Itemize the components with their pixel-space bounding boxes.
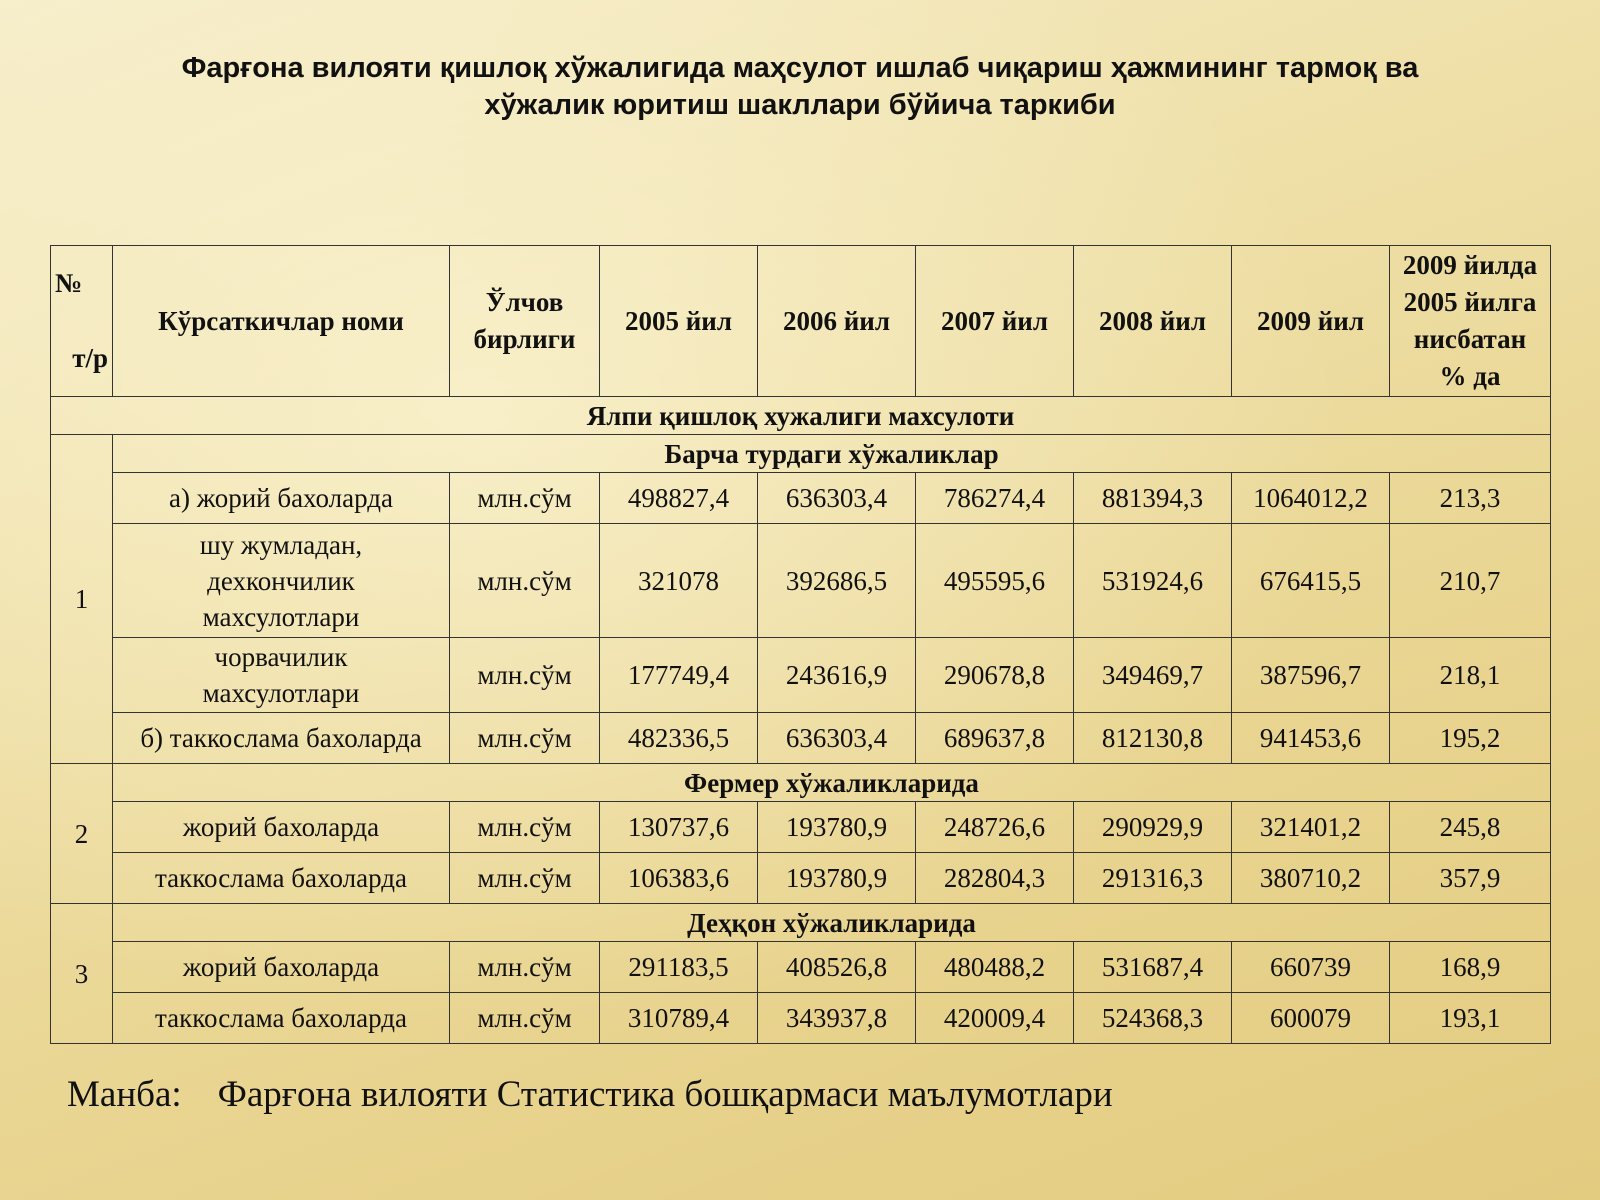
header-2009: 2009 йил [1232, 246, 1390, 397]
header-2006: 2006 йил [758, 246, 916, 397]
cell-2006: 408526,8 [758, 942, 916, 993]
cell-2005: 106383,6 [600, 853, 758, 904]
row-name-line-2: махсулотлари [202, 678, 360, 708]
table-row [51, 993, 1551, 1044]
header-unit-line-2: бирлиги [473, 324, 576, 354]
cell-2006: 243616,9 [758, 638, 916, 713]
header-2005: 2005 йил [600, 246, 758, 397]
source-note [67, 1073, 1113, 1116]
cell-ratio: 195,2 [1390, 713, 1551, 764]
cell-2007: 248726,6 [916, 802, 1074, 853]
cell-ratio: 245,8 [1390, 802, 1551, 853]
cell-2007: 480488,2 [916, 942, 1074, 993]
header-2007: 2007 йил [916, 246, 1074, 397]
table-row [51, 853, 1551, 904]
source-text: Фарғона вилояти Статистика бошқармаси маълумотлари [217, 1074, 1113, 1115]
row-name-line-1: чорвачилик [214, 642, 348, 672]
header-ratio-line-1: 2009 йилда [1402, 250, 1538, 280]
title-line-1: Фарғона вилояти қишлоқ хўжалигида маҳсулот ишлаб чиқариш ҳажмининг тармоқ ва [181, 52, 1419, 84]
row-name: таккослама бахоларда [113, 993, 450, 1044]
group-2-title-row [51, 764, 1551, 802]
group-3-title: Деҳқон хўжаликларида [113, 904, 1551, 942]
cell-ratio: 168,9 [1390, 942, 1551, 993]
cell-2005: 177749,4 [600, 638, 758, 713]
cell-2006: 636303,4 [758, 713, 916, 764]
cell-2005: 482336,5 [600, 713, 758, 764]
page-title [60, 50, 1540, 124]
cell-ratio: 193,1 [1390, 993, 1551, 1044]
cell-2008: 290929,9 [1074, 802, 1232, 853]
cell-2007: 495595,6 [916, 524, 1074, 638]
row-name: а) жорий бахоларда [113, 473, 450, 524]
cell-2005: 321078 [600, 524, 758, 638]
cell-2006: 193780,9 [758, 802, 916, 853]
table-row [51, 473, 1551, 524]
row-name-line-1: шу жумладан, [199, 529, 363, 560]
cell-2009: 941453,6 [1232, 713, 1390, 764]
cell-2008: 349469,7 [1074, 638, 1232, 713]
cell-2008: 531687,4 [1074, 942, 1232, 993]
cell-2007: 420009,4 [916, 993, 1074, 1044]
header-ratio [1390, 246, 1551, 397]
group-3-num: 3 [51, 904, 113, 1044]
row-name: жорий бахоларда [113, 802, 450, 853]
group-1-title: Барча турдаги хўжаликлар [113, 435, 1551, 473]
group-2-num: 2 [51, 764, 113, 904]
cell-ratio: 218,1 [1390, 638, 1551, 713]
header-ratio-line-2: 2005 йилга [1403, 287, 1537, 317]
cell-ratio: 357,9 [1390, 853, 1551, 904]
cell-2006: 392686,5 [758, 524, 916, 638]
cell-2006: 343937,8 [758, 993, 916, 1044]
cell-2009: 1064012,2 [1232, 473, 1390, 524]
row-name-line-3: махсулотлари [202, 601, 360, 632]
table-row [51, 524, 1551, 638]
header-num [51, 246, 113, 397]
main-section-row [51, 397, 1551, 435]
cell-2008: 531924,6 [1074, 524, 1232, 638]
cell-ratio: 213,3 [1390, 473, 1551, 524]
cell-2005: 310789,4 [600, 993, 758, 1044]
row-unit: млн.сўм [450, 993, 600, 1044]
row-unit: млн.сўм [450, 942, 600, 993]
group-2-title: Фермер хўжаликларида [113, 764, 1551, 802]
row-unit: млн.сўм [450, 853, 600, 904]
cell-2005: 291183,5 [600, 942, 758, 993]
header-name: Кўрсаткичлар номи [113, 246, 450, 397]
statistics-table [50, 245, 1551, 1044]
cell-ratio: 210,7 [1390, 524, 1551, 638]
cell-2005: 498827,4 [600, 473, 758, 524]
cell-2007: 786274,4 [916, 473, 1074, 524]
row-unit: млн.сўм [450, 802, 600, 853]
main-section-title: Ялпи қишлоқ хужалиги махсулоти [51, 397, 1551, 435]
cell-2009: 387596,7 [1232, 638, 1390, 713]
table-row [51, 713, 1551, 764]
cell-2007: 689637,8 [916, 713, 1074, 764]
row-name: таккослама бахоларда [113, 853, 450, 904]
cell-2009: 600079 [1232, 993, 1390, 1044]
header-num-line-1: № [55, 268, 83, 298]
cell-2008: 524368,3 [1074, 993, 1232, 1044]
header-unit-line-1: Ўлчов [485, 287, 564, 317]
group-3-title-row [51, 904, 1551, 942]
row-name [113, 638, 450, 713]
source-label: Манба: [67, 1074, 182, 1115]
cell-2008: 812130,8 [1074, 713, 1232, 764]
cell-2008: 881394,3 [1074, 473, 1232, 524]
row-unit: млн.сўм [450, 638, 600, 713]
row-unit: млн.сўм [450, 524, 600, 638]
table-row [51, 942, 1551, 993]
row-unit: млн.сўм [450, 713, 600, 764]
cell-2009: 380710,2 [1232, 853, 1390, 904]
header-num-line-2: т/р [72, 343, 108, 373]
title-line-2: хўжалик юритиш шакллари бўйича таркиби [484, 89, 1116, 121]
table-row [51, 638, 1551, 713]
cell-2007: 282804,3 [916, 853, 1074, 904]
row-name [113, 524, 450, 638]
row-name: б) таккослама бахоларда [113, 713, 450, 764]
header-ratio-line-4: % да [1439, 361, 1501, 391]
header-ratio-line-3: нисбатан [1413, 324, 1527, 354]
cell-2005: 130737,6 [600, 802, 758, 853]
row-name-line-2: дехкончилик [207, 565, 355, 596]
group-1-title-row [51, 435, 1551, 473]
table-row [51, 802, 1551, 853]
group-1-num: 1 [51, 435, 113, 764]
cell-2007: 290678,8 [916, 638, 1074, 713]
header-2008: 2008 йил [1074, 246, 1232, 397]
cell-2006: 193780,9 [758, 853, 916, 904]
header-unit [450, 246, 600, 397]
header-row [51, 246, 1551, 397]
cell-2009: 321401,2 [1232, 802, 1390, 853]
cell-2009: 676415,5 [1232, 524, 1390, 638]
cell-2008: 291316,3 [1074, 853, 1232, 904]
cell-2006: 636303,4 [758, 473, 916, 524]
cell-2009: 660739 [1232, 942, 1390, 993]
row-name: жорий бахоларда [113, 942, 450, 993]
row-unit: млн.сўм [450, 473, 600, 524]
